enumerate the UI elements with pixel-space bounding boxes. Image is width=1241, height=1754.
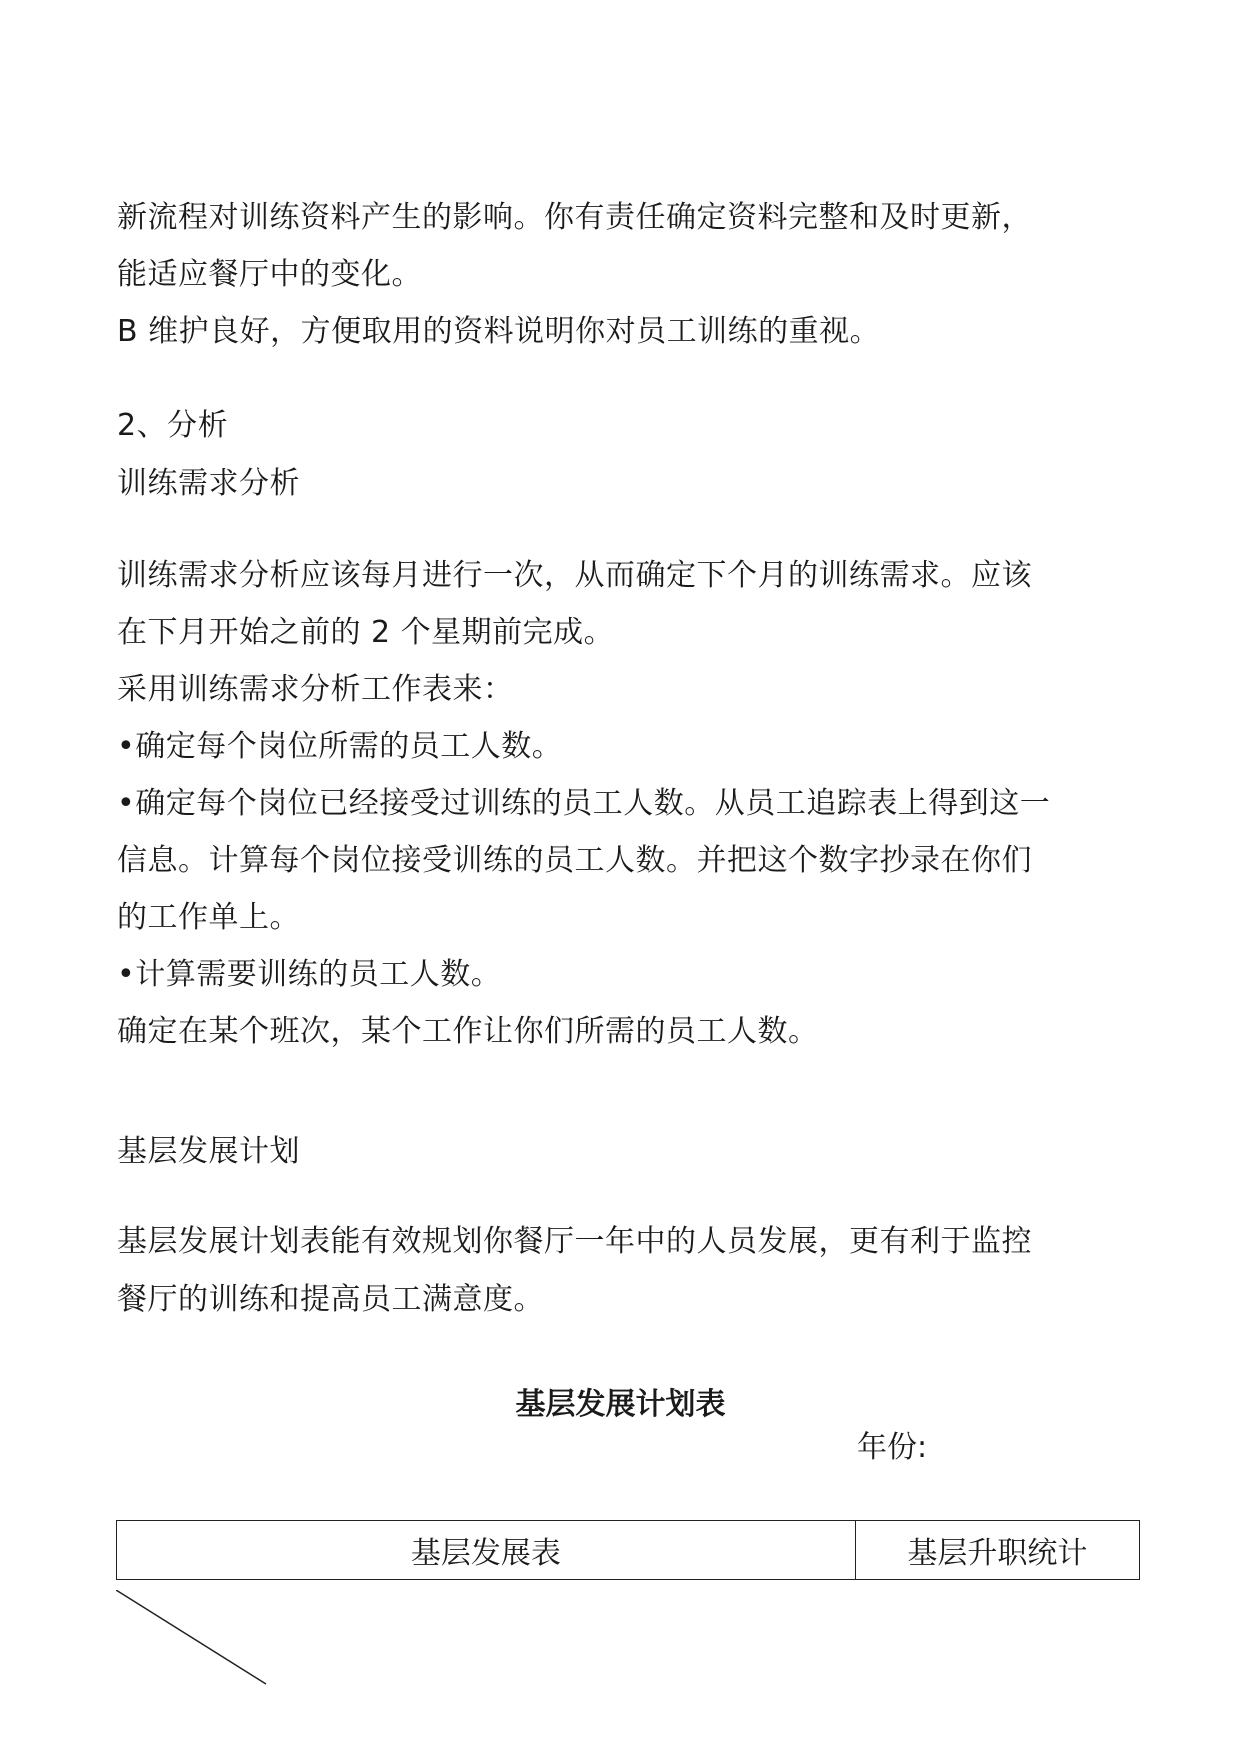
- section-heading: 2、分析: [117, 408, 229, 443]
- year-label: 年份:: [857, 1430, 928, 1465]
- paragraph-line: 新流程对训练资料产生的影响。你有责任确定资料完整和及时更新，: [117, 200, 1032, 235]
- table-header-cell: 基层升职统计: [855, 1521, 1139, 1580]
- development-plan-table: [116, 1520, 1140, 1580]
- bullet-item: •确定每个岗位已经接受过训练的员工人数。从员工追踪表上得到这一: [117, 786, 1051, 821]
- paragraph-line: 基层发展计划表能有效规划你餐厅一年中的人员发展，更有利于监控: [117, 1224, 1032, 1259]
- table-header-cell: 基层发展表: [117, 1521, 856, 1580]
- paragraph-line: 的工作单上。: [117, 900, 300, 935]
- paragraph-line: 在下月开始之前的 2 个星期前完成。: [117, 615, 615, 650]
- paragraph-line: 餐厅的训练和提高员工满意度。: [117, 1282, 544, 1317]
- bullet-item: •计算需要训练的员工人数。: [117, 957, 502, 992]
- diagonal-divider-line: [116, 1590, 276, 1690]
- section-subheading: 训练需求分析: [117, 466, 300, 501]
- paragraph-line: 确定在某个班次，某个工作让你们所需的员工人数。: [117, 1014, 819, 1049]
- paragraph-line: B 维护良好，方便取用的资料说明你对员工训练的重视。: [117, 314, 881, 349]
- table-title: 基层发展计划表: [515, 1387, 726, 1422]
- table-header-row: [117, 1521, 1140, 1580]
- paragraph-line: 信息。计算每个岗位接受训练的员工人数。并把这个数字抄录在你们: [117, 843, 1032, 878]
- section-heading: 基层发展计划: [117, 1134, 300, 1169]
- paragraph-line: 训练需求分析应该每月进行一次，从而确定下个月的训练需求。应该: [117, 558, 1032, 593]
- paragraph-line: 采用训练需求分析工作表来：: [117, 672, 514, 707]
- bullet-item: •确定每个岗位所需的员工人数。: [117, 729, 563, 764]
- paragraph-line: 能适应餐厅中的变化。: [117, 257, 422, 292]
